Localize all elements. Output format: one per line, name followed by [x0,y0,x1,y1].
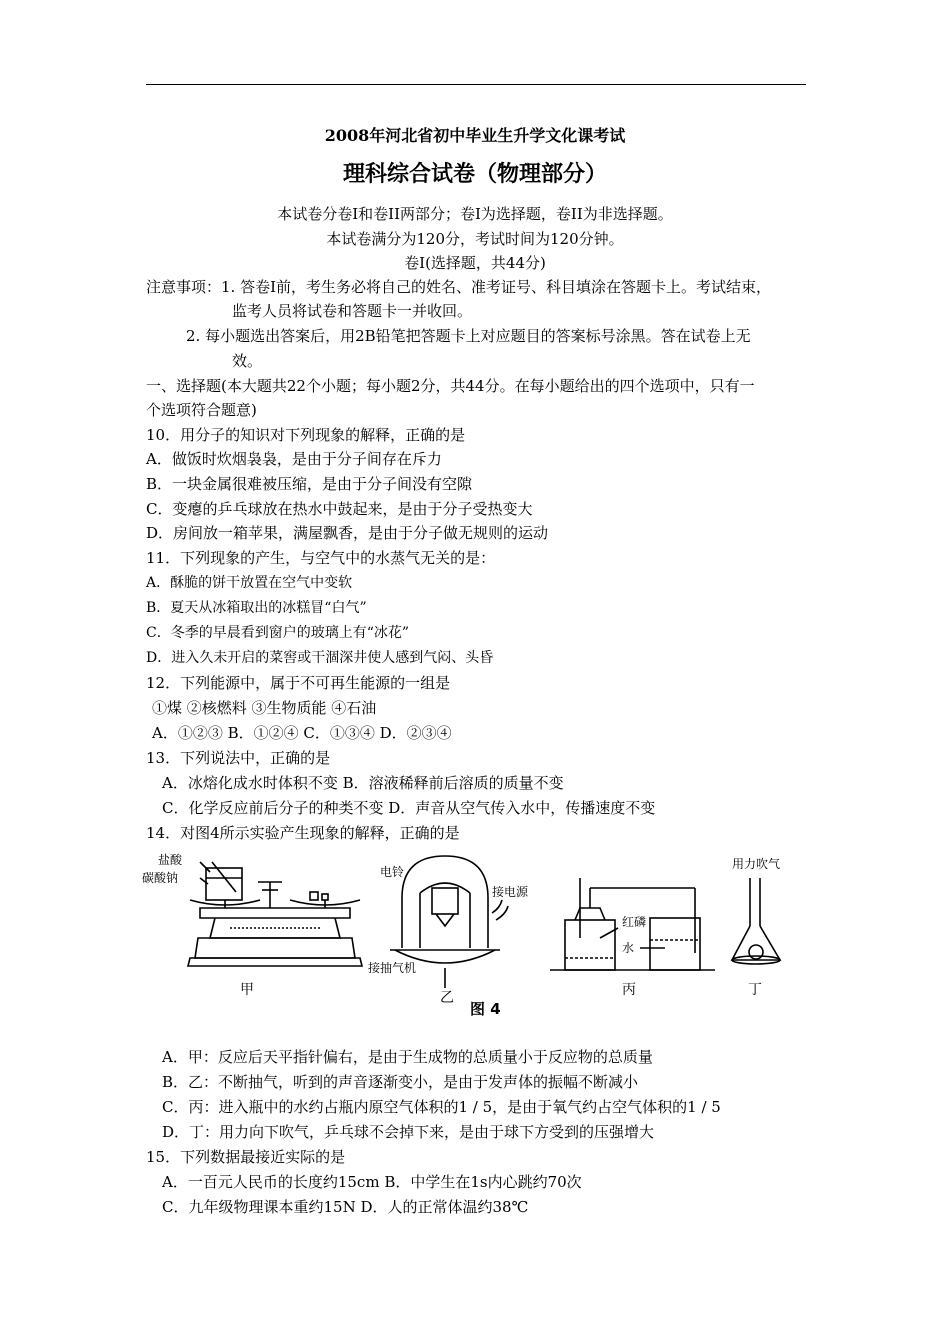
q10-option-b: B．一块金属很难被压缩，是由于分子间没有空隙 [146,475,473,493]
yi-label-pump: 接抽气机 [368,961,417,975]
notes-line-2: 2. 每小题选出答案后，用2B铅笔把答题卡上对应题目的答案标号涂黑。答在试卷上无 [186,327,751,345]
q13-options-ab: A．冰熔化成水时体积不变 B．溶液稀释前后溶质的质量不变 [162,774,564,792]
paper-title: 理科综合试卷（物理部分） [342,161,607,187]
exam-title: 2008年河北省初中毕业生升学文化课考试 [324,126,626,145]
intro-line-1: 本试卷分卷I和卷II两部分；卷I为选择题，卷II为非选择题。 [277,205,673,223]
q10-option-a: A．做饭时炊烟袅袅，是由于分子间存在斥力 [146,450,442,468]
yi-label-bell: 电铃 [380,865,405,879]
q11-option-a: A．酥脆的饼干放置在空气中变软 [146,575,353,591]
figure-caption: 图 4 [470,1000,501,1018]
jia-name: 甲 [240,982,254,998]
q10-option-d: D．房间放一箱苹果，满屋飘香，是由于分子做无规则的运动 [146,524,549,542]
q13-stem: 13．下列说法中，正确的是 [146,749,331,767]
q14-option-d: D．丁：用力向下吹气，乒乓球不会掉下来，是由于球下方受到的压强增大 [162,1123,655,1141]
section-heading-1: 一、选择题(本大题共22个小题；每小题2分，共44分。在每小题给出的四个选项中，只有一 [146,377,755,395]
balance-apparatus [188,862,362,966]
jia-label-hydrochloric: 盐酸 [158,853,183,867]
q13-options-cd: C．化学反应前后分子的种类不变 D．声音从空气传入水中，传播速度不变 [162,799,656,817]
funnel-apparatus [732,878,780,964]
intro-line-2: 本试卷满分为120分，考试时间为120分钟。 [326,230,624,248]
top-rule [146,84,806,85]
q12-items: ①煤 ②核燃料 ③生物质能 ④石油 [152,699,377,717]
section-heading-2: 个选项符合题意) [146,401,257,419]
q11-option-d: D．进入久未开启的菜窖或干涸深井使人感到气闷、头昏 [146,650,494,666]
q15-options-cd: C．九年级物理课本重约15N D．人的正常体温约38℃ [162,1198,529,1216]
q12-options: A．①②③ B．①②④ C．①③④ D．②③④ [152,724,452,742]
q11-option-b: B．夏天从冰箱取出的冰糕冒“白气” [146,600,367,616]
q14-option-c: C．丙：进入瓶中的水约占瓶内原空气体积的1 / 5，是由于氧气约占空气体积的1 / 5 [162,1098,721,1116]
notes-line-1: 注意事项：1. 答卷I前，考生务必将自己的姓名、准考证号、科目填涂在答题卡上。考试结束， [146,278,772,296]
q14-option-a: A．甲：反应后天平指针偏右，是由于生成物的总质量小于反应物的总质量 [162,1048,653,1066]
q14-option-b: B．乙：不断抽气，听到的声音逐渐变小，是由于发声体的振幅不断减小 [162,1073,639,1091]
q11-option-c: C．冬季的早晨看到窗户的玻璃上有“冰花” [146,625,410,641]
ding-name: 丁 [748,982,762,998]
notes-line-1b: 监考人员将试卷和答题卡一并收回。 [232,302,473,320]
jia-label-carbonate: 碳酸钠 [142,871,179,885]
q14-stem: 14．对图4所示实验产生现象的解释，正确的是 [146,824,460,842]
ding-label-blow: 用力吹气 [732,857,781,871]
notes-line-2b: 效。 [232,352,263,370]
bing-name: 丙 [622,982,636,998]
bing-label-water: 水 [622,941,635,955]
q15-stem: 15．下列数据最接近实际的是 [146,1148,346,1166]
yi-name: 乙 [440,990,454,1006]
q12-stem: 12．下列能源中，属于不可再生能源的一组是 [146,674,451,692]
figure-4 [140,848,800,1023]
bing-label-phosphorus: 红磷 [622,915,647,929]
part-one-heading: 卷I(选择题，共44分) [404,254,546,272]
q15-options-ab: A．一百元人民币的长度约15cm B．中学生在1s内心跳约70次 [162,1173,582,1191]
yi-label-power: 接电源 [492,885,529,899]
q11-stem: 11．下列现象的产生，与空气中的水蒸气无关的是： [146,549,496,567]
q10-option-c: C．变瘪的乒乓球放在热水中鼓起来，是由于分子受热变大 [146,500,533,518]
q10-stem: 10．用分子的知识对下列现象的解释，正确的是 [146,426,466,444]
